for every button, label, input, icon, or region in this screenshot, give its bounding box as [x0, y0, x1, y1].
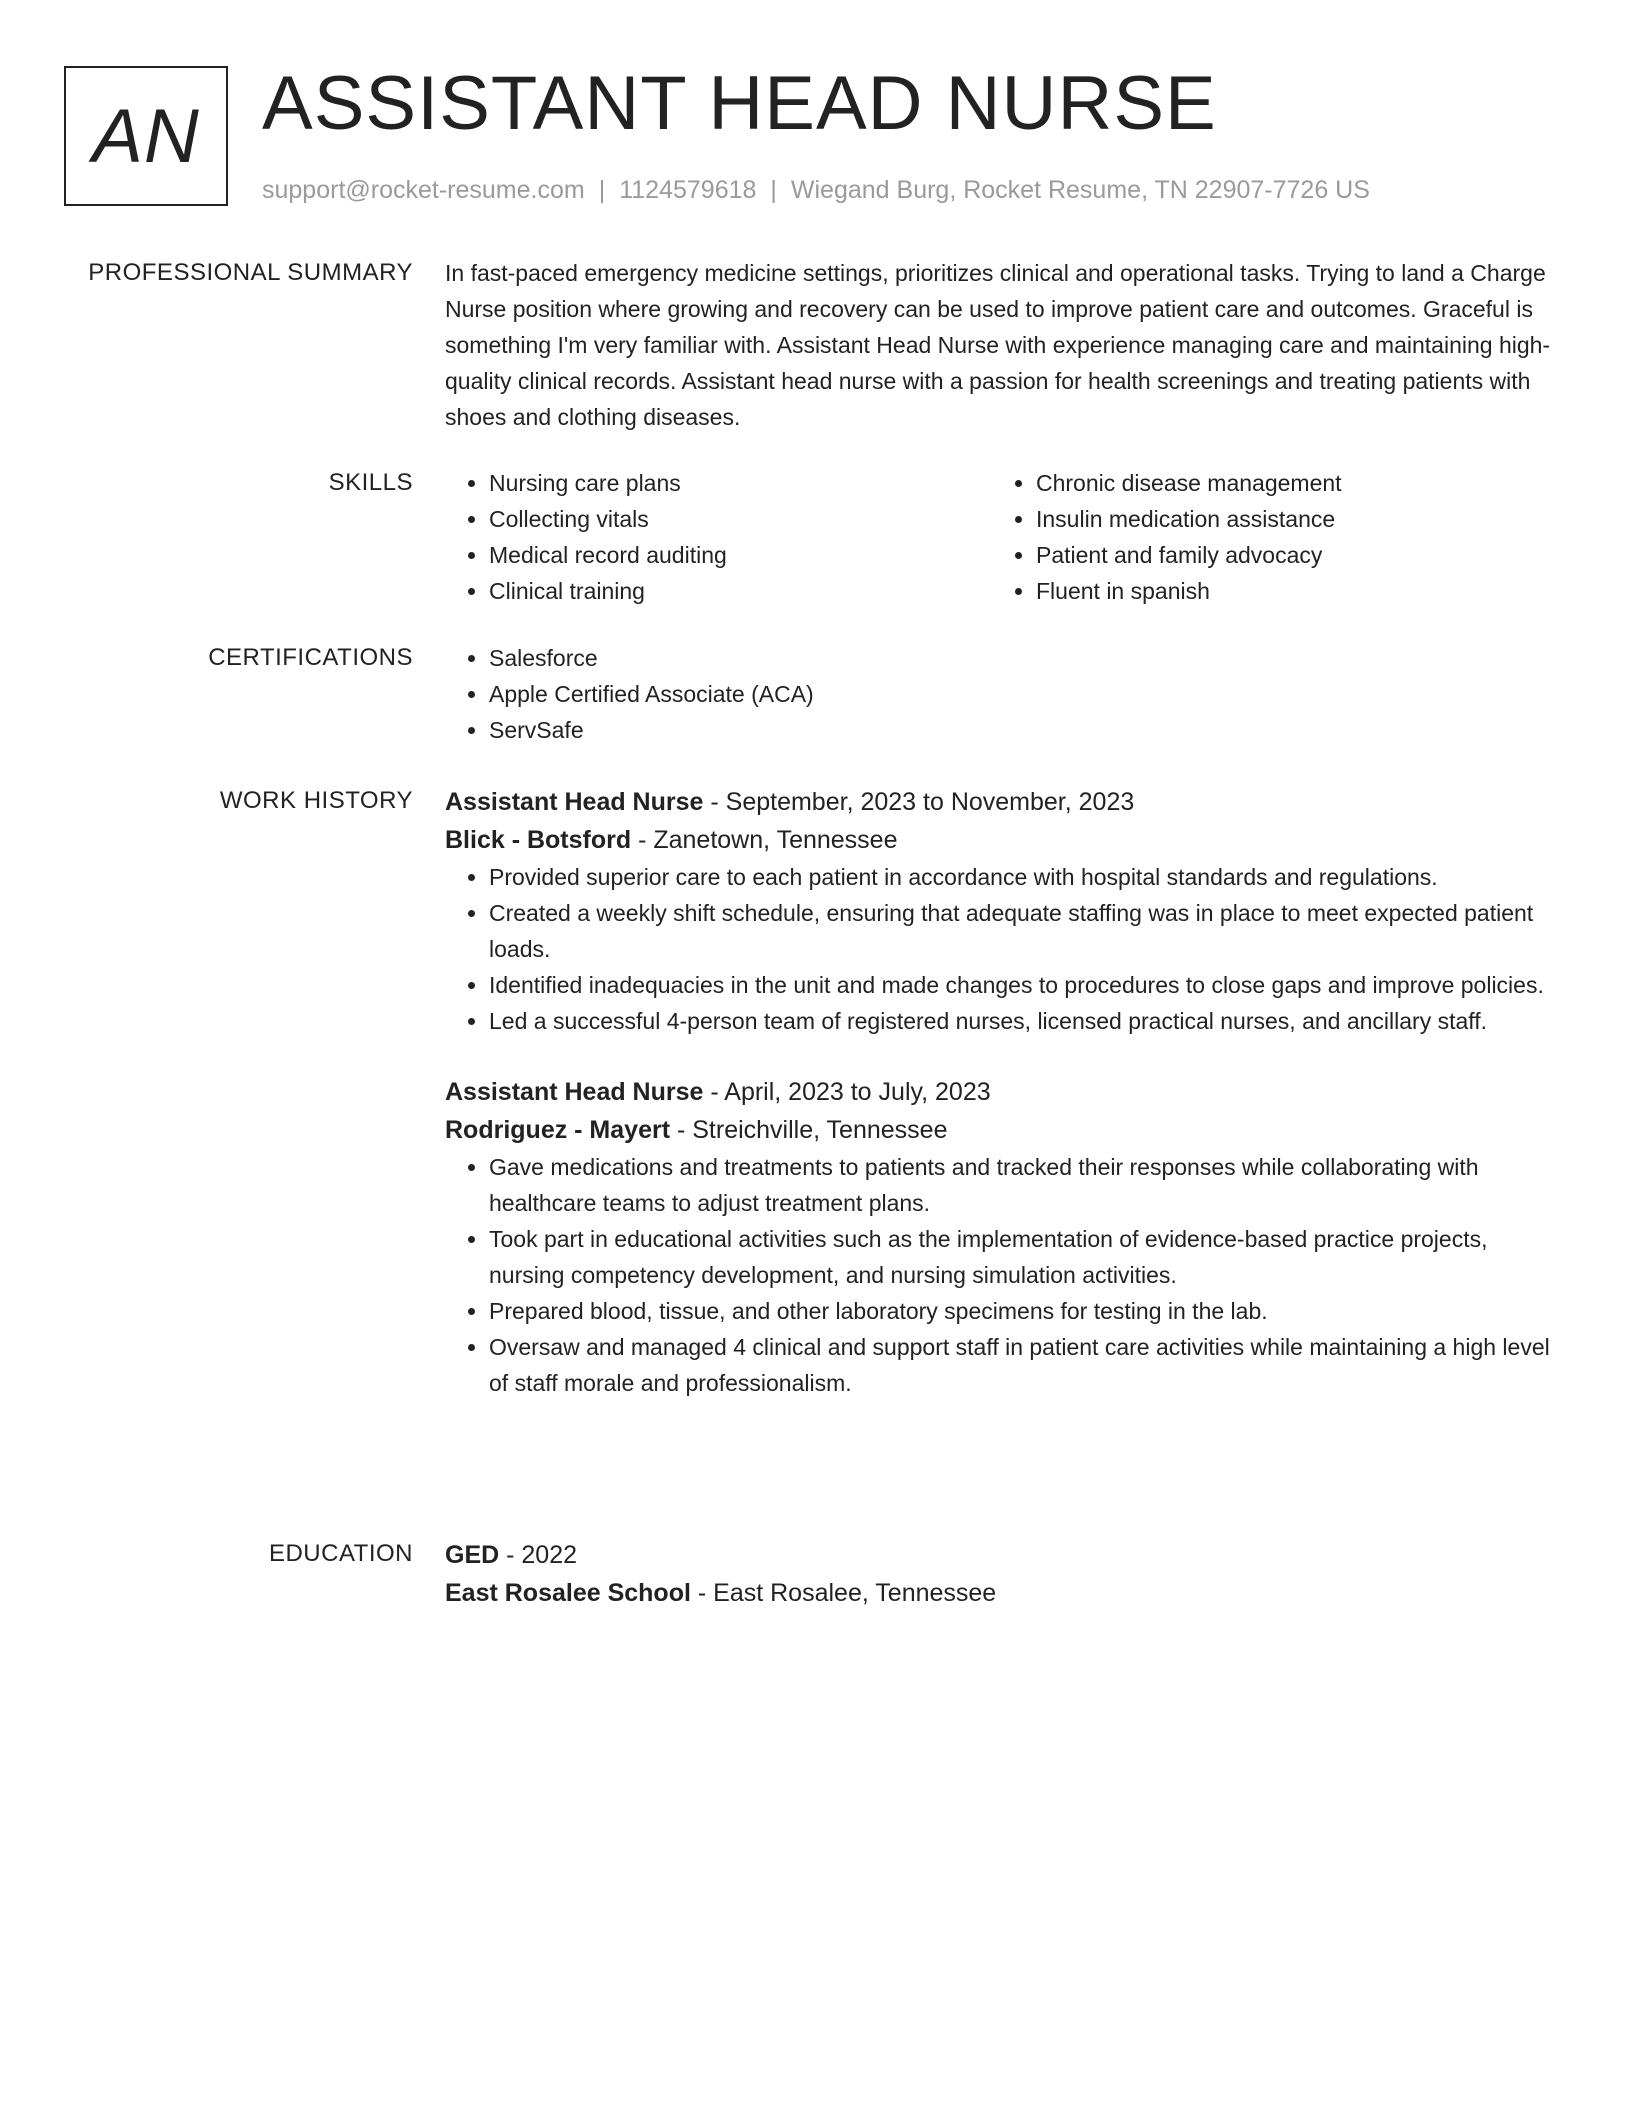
job-bullets: [445, 1149, 1555, 1401]
skill-item: • Clinical training: [489, 573, 992, 609]
job-dates: - April, 2023 to July, 2023: [703, 1078, 991, 1106]
contact-line: [262, 174, 1370, 206]
job-org-line: [445, 1111, 1555, 1149]
job-bullet: • Provided superior care to each patient in accordance with hospital standards and regulations.: [489, 859, 1555, 895]
contact-email[interactable]: support@rocket-resume.com: [262, 176, 585, 204]
contact-separator: |: [770, 176, 777, 204]
job-entry: [445, 1073, 1555, 1401]
job-org: Blick - Botsford: [445, 826, 632, 854]
section-label-work-history: WORK HISTORY: [219, 787, 413, 814]
skill-item: • Chronic disease management: [1036, 465, 1539, 501]
job-bullet: • Identified inadequacies in the unit and made changes to procedures to close gaps and improve policies.: [489, 967, 1555, 1003]
job-bullet: • Oversaw and managed 4 clinical and support staff in patient care activities while maintaining a high level of staff morale and professionalism.: [489, 1329, 1555, 1401]
certifications-list: [445, 640, 1555, 748]
work-history-list: [445, 783, 1555, 1401]
job-org-line: [445, 821, 1555, 859]
job-bullet: • Led a successful 4-person team of registered nurses, licensed practical nurses, and ancillary staff.: [489, 1003, 1555, 1039]
contact-address: Wiegand Burg, Rocket Resume, TN 22907-7726 US: [790, 176, 1370, 204]
section-label-education: EDUCATION: [268, 1540, 413, 1567]
section-label-certifications: CERTIFICATIONS: [208, 644, 413, 671]
education-location: - East Rosalee, Tennessee: [690, 1579, 997, 1607]
section-label-skills: SKILLS: [328, 469, 413, 496]
resume-name: ASSISTANT HEAD NURSE: [262, 61, 1217, 146]
education-degree-line: [445, 1536, 1555, 1574]
education-school: East Rosalee School: [445, 1579, 691, 1607]
summary-text: In fast-paced emergency medicine settings, prioritizes clinical and operational tasks. Trying to land a Charge Nurse position where growing and recovery can be used to improve patient care and outcomes. Graceful is something I'm very familiar with. Assistant Head Nurse with experience managing care and maintaining high-quality clinical records. Assistant head nurse with a passion for health screenings and treating patients with shoes and clothing diseases.: [445, 260, 1551, 430]
job-bullets: [445, 859, 1555, 1039]
skill-item: • Nursing care plans: [489, 465, 992, 501]
section-label-summary: PROFESSIONAL SUMMARY: [88, 259, 413, 286]
job-bullet: • Gave medications and treatments to patients and tracked their responses while collaborating with healthcare teams to adjust treatment plans.: [489, 1149, 1555, 1221]
job-title: Assistant Head Nurse: [445, 1078, 704, 1106]
job-location: - Zanetown, Tennessee: [631, 826, 898, 854]
contact-phone[interactable]: 1124579618: [619, 176, 757, 204]
education-degree: GED: [445, 1541, 500, 1569]
skill-item: • Fluent in spanish: [1036, 573, 1539, 609]
job-dates: - September, 2023 to November, 2023: [703, 788, 1135, 816]
certification-item: • Apple Certified Associate (ACA): [489, 676, 1555, 712]
certification-item: • ServSafe: [489, 712, 1555, 748]
job-location: - Streichville, Tennessee: [670, 1116, 948, 1144]
job-title-line: [445, 1073, 1555, 1111]
job-title-line: [445, 783, 1555, 821]
monogram: AN: [64, 66, 228, 206]
job-org: Rodriguez - Mayert: [445, 1116, 671, 1144]
skills-list: [445, 465, 1555, 609]
contact-separator: |: [598, 176, 606, 204]
certification-item: • Salesforce: [489, 640, 1555, 676]
job-bullet: • Created a weekly shift schedule, ensuring that adequate staffing was in place to meet expected patient loads.: [489, 895, 1555, 967]
skill-item: • Medical record auditing: [489, 537, 992, 573]
education-year: - 2022: [499, 1541, 578, 1569]
skill-item: • Collecting vitals: [489, 501, 992, 537]
skill-item: • Insulin medication assistance: [1036, 501, 1539, 537]
job-entry: [445, 783, 1555, 1039]
education-entry: [445, 1536, 1555, 1612]
skill-item: • Patient and family advocacy: [1036, 537, 1539, 573]
job-title: Assistant Head Nurse: [445, 788, 704, 816]
job-bullet: • Prepared blood, tissue, and other laboratory specimens for testing in the lab.: [489, 1293, 1555, 1329]
education-school-line: [445, 1574, 1555, 1612]
job-bullet: • Took part in educational activities such as the implementation of evidence-based practice projects, nursing competency development, and nursing simulation activities.: [489, 1221, 1555, 1293]
